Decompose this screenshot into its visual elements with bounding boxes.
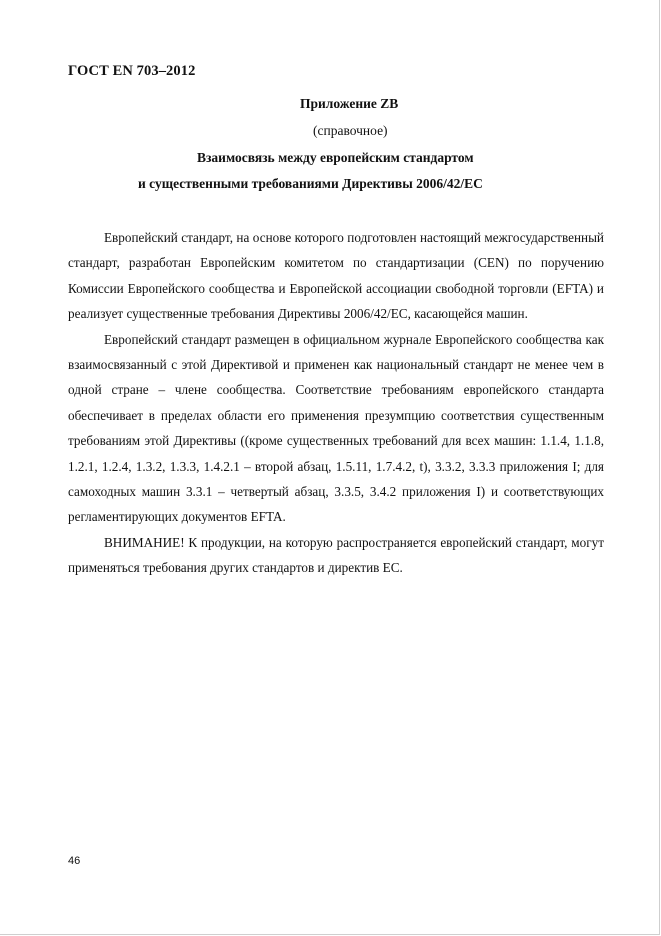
annex-title: Приложение ZB [300, 96, 399, 111]
document-code: ГОСТ EN 703–2012 [68, 63, 196, 79]
paragraph-2: Европейский стандарт размещен в официальном журнале Европейского сообщества как взаимосвязанный с этой Директивой и применен как национальный стандарт не менее чем в одной стране – члене сообщества. Соответствие требованиям европейского стандарта обеспечивает в пределах области его применения презумпцию соответствия существенным требованиям этой Директивы ((кроме существенных требований для всех машин: 1.1.4, 1.1.8, 1.2.1, 1.2.4, 1.3.2, 1.3.3, 1.4.2.1 – второй абзац, 1.5.11, 1.7.4.2, t), 3.3.2, 3.3.3 приложения I; для самоходных машин 3.3.1 – четвертый абзац, 3.3.5, 3.4.2 приложения I) и соответствующих регламентирующих документов EFTA. [68, 331, 604, 525]
page-number: 46 [68, 855, 81, 867]
paragraph-1: Европейский стандарт, на основе которого подготовлен настоящий межгосударственный стандарт, разработан Европейским комитетом по стандартизации (CEN) по поручению Комиссии Европейского сообщества и Европейской ассоциации свободной торговли (EFTA) и реализует существенные требования Директивы 2006/42/EC, касающейся машин. [68, 230, 604, 322]
paragraph-3: ВНИМАНИЕ! К продукции, на которую распространяется европейский стандарт, могут применяться требования других стандартов и директив ЕС. [68, 534, 604, 576]
annex-heading-line-2: и существенными требованиями Директивы 2006/42/EC [138, 176, 483, 191]
annex-heading-line-1: Взаимосвязь между европейским стандартом [197, 150, 474, 165]
body-text [68, 225, 604, 581]
annex-type: (справочное) [313, 123, 388, 138]
